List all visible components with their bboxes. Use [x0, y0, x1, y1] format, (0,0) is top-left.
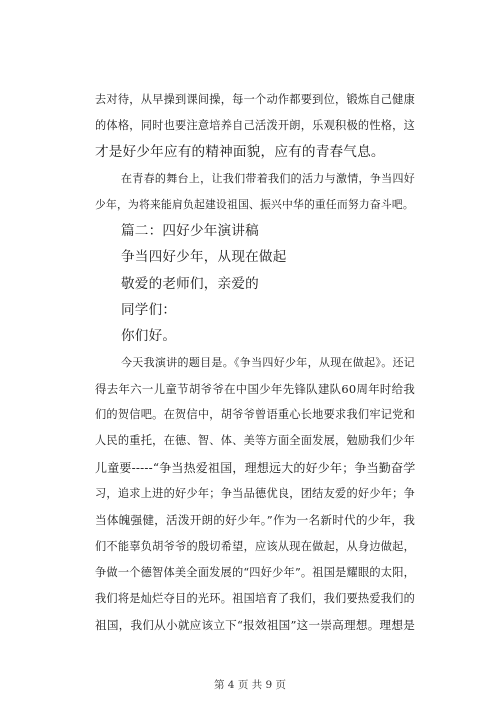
- body-text-line: 的体格，同时也要注意培养自己活泼开朗，乐观积极的性格，这: [95, 119, 415, 132]
- body-text-line: 人民的重托，在德、智、体、美等方面全面发展，勉励我们少年: [95, 434, 415, 447]
- greeting-line: 你们好。: [121, 328, 177, 344]
- body-text-line: 去对待，从早操到课间操，每一个动作都要到位，锻炼自己健康: [95, 93, 415, 106]
- body-text-line: 争做一个德智体美全面发展的“四好少年”。祖国是耀眼的太阳，: [95, 566, 415, 579]
- page-number-footer: 第 4 页 共 9 页: [213, 679, 287, 691]
- salutation-line: 敬爱的老师们，亲爱的: [121, 276, 259, 292]
- body-text-line: 我们将是灿烂夺目的光环。祖国培育了我们，我们要热爱我们的: [95, 592, 415, 605]
- body-text-line: 祖国，我们从小就应该立下“报效祖国”这一崇高理想。理想是: [95, 618, 415, 632]
- body-text-line: 才是好少年应有的精神面貌，应有的青春气息。: [95, 144, 385, 160]
- body-text-line: 儿童要-----“争当热爱祖国，理想远大的好少年；争当勤奋学: [95, 461, 416, 475]
- body-text-line: 们的贺信吧。在贺信中，胡爷爷曾语重心长地要求我们牢记党和: [95, 408, 415, 421]
- body-text-line: 当体魄强健，活泼开朗的好少年。”作为一名新时代的少年，我: [95, 513, 415, 527]
- body-text-line: 习，追求上进的好少年；争当品德优良，团结友爱的好少年；争: [95, 487, 415, 500]
- section-heading: 篇二：四好少年演讲稿: [121, 223, 259, 239]
- body-text-line: 们不能辜负胡爷爷的殷切希望，应该从现在做起，从身边做起，: [95, 540, 415, 553]
- body-text-line: 在青春的舞台上，让我们带着我们的活力与激情，争当四好: [121, 172, 415, 185]
- body-text-line: 今天我演讲的题目是。《争当四好少年，从现在做起》。还记: [121, 356, 415, 369]
- speech-title: 争当四好少年，从现在做起: [121, 249, 287, 265]
- salutation-line: 同学们：: [121, 302, 177, 318]
- body-text-line: 得去年六一儿童节胡爷爷在中国少年先锋队建队60周年时给我: [95, 382, 415, 396]
- body-text-line: 少年，为将来能肩负起建设祖国、振兴中华的重任而努力奋斗吧。: [95, 198, 414, 211]
